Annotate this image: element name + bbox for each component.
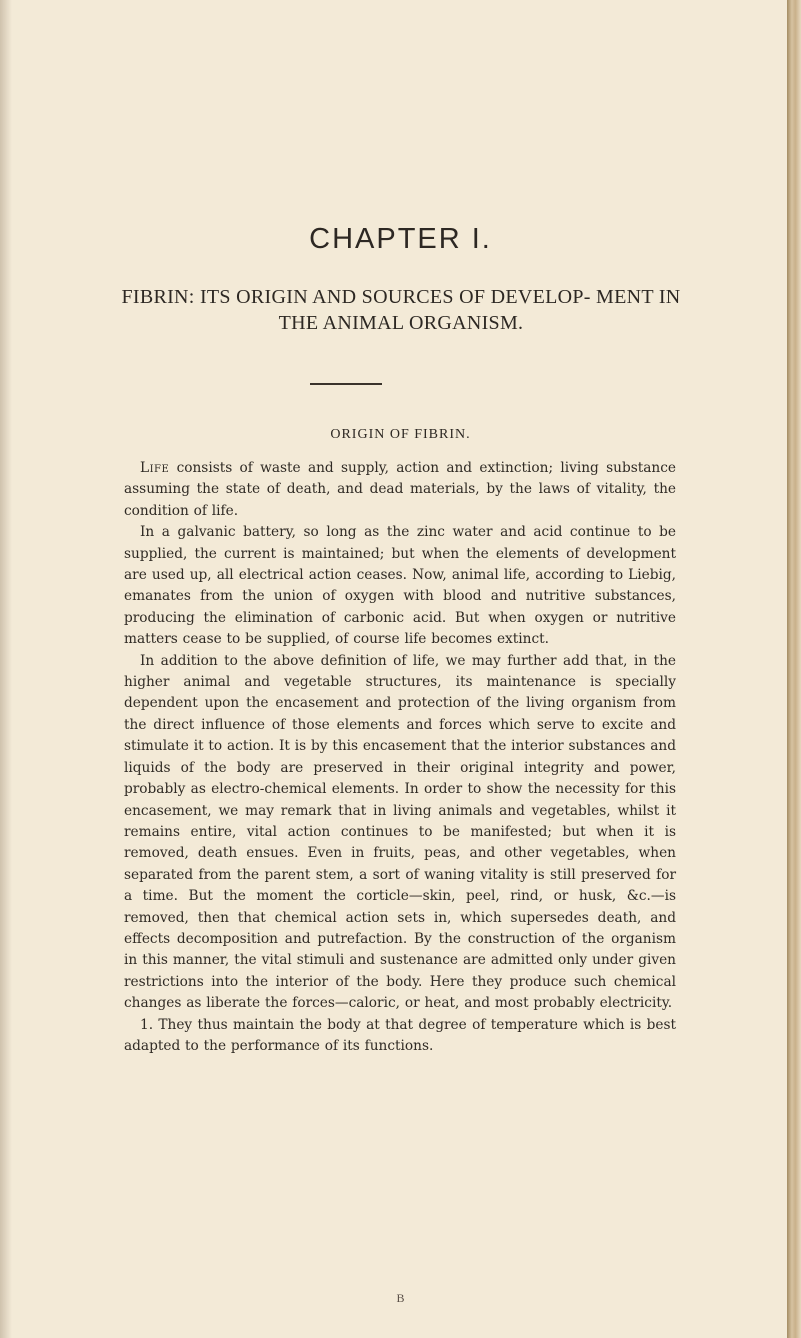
paragraph-3: In addition to the above definition of life, we may further add that, in the higher animal and vegetable structures, its maintenance is specially dependent upon the encasement and protection of the living organism from the direct influence of those elements and forces which serve to excite and stimulate it to action. It is by this encasement that the interior substances and liquids of the body are preserved in their original integrity and power, probably as electro-chemical elements. In order to show the necessity for this encasement, we may remark that in living animals and vegetables, whilst it remains entire, vital action continues to be manifested; but when it is removed, death ensues. Even in fruits, peas, and other vegetables, when separated from the parent stem, a sort of waning vitality is still preserved for a time. But the moment the corticle—skin, peel, rind, or husk, &c.—is removed, then that chemical action sets in, which supersedes death, and effects decomposition and putrefaction. By the construction of the organism in this manner, the vital stimuli and sustenance are admitted only under given restrictions into the interior of the body. Here they produce such chemical changes as liberate the forces—caloric, or heat, and most probably electricity. [124, 652, 676, 1012]
paragraph-1-lead: Life [140, 460, 170, 476]
section-title: ORIGIN OF FIBRIN. [330, 427, 471, 442]
section-divider [310, 383, 382, 385]
page-edge [787, 0, 801, 1338]
chapter-subtitle: FIBRIN: ITS ORIGIN AND SOURCES OF DEVELOP- MENT IN THE ANIMAL ORGANISM. [121, 286, 681, 334]
signature-mark: B [396, 1291, 405, 1305]
page-gutter-shadow [0, 0, 12, 1338]
paragraph-1-text: consists of waste and supply, action and extinction; living substance assuming the state of death, and dead materials, by the laws of vitality, the condition of life. [124, 460, 676, 519]
paragraph-1 [124, 458, 676, 522]
paragraph-2: In a galvanic battery, so long as the zinc water and acid continue to be supplied, the current is maintained; but when the elements of development are used up, all electrical action ceases. Now, animal life, according to Liebig, emanates from the union of oxygen with blood and nutritive substances, producing the elimination of carbonic acid. But when oxygen or nutritive matters cease to be supplied, of course life becomes extinct. [124, 524, 676, 648]
body-text [124, 458, 676, 1057]
chapter-title: CHAPTER I. [309, 223, 492, 255]
paragraph-4: 1. They thus maintain the body at that degree of temperature which is best adapted to the performance of its functions. [124, 1016, 676, 1054]
